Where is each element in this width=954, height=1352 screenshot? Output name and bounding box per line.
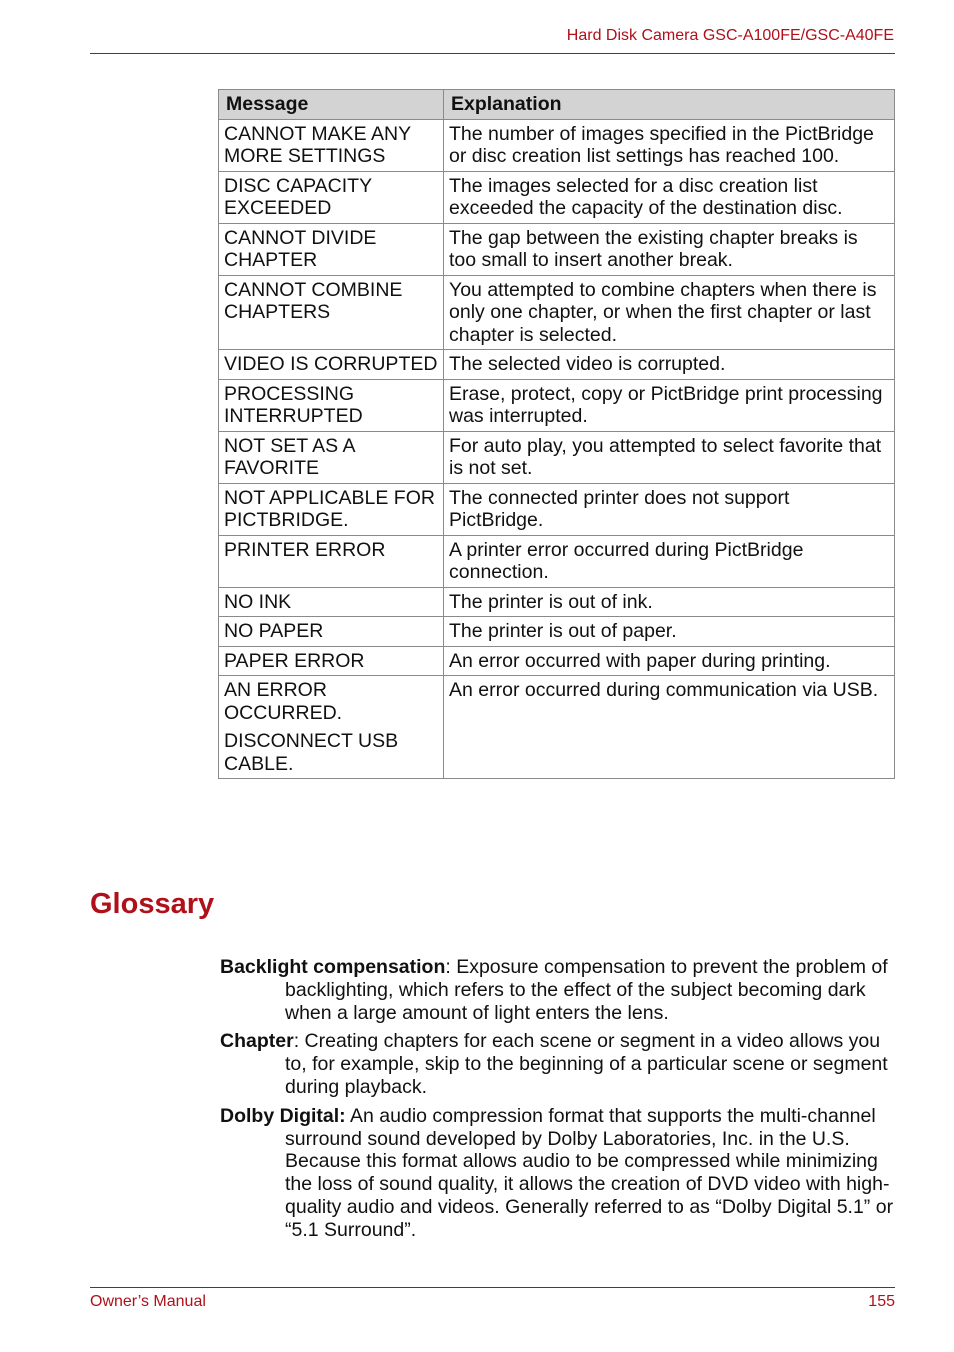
glossary-term: Dolby Digital: <box>220 1104 346 1127</box>
message-text: NOT SET AS A FAVORITE <box>224 434 355 479</box>
message-text: AN ERROR OCCURRED. <box>224 679 343 724</box>
header-divider <box>90 53 895 54</box>
table-row <box>219 379 895 431</box>
glossary-term: Chapter <box>220 1030 294 1053</box>
message-text: VIDEO IS CORRUPTED <box>224 353 438 375</box>
glossary-entry <box>220 1105 895 1242</box>
explanation-cell: Erase, protect, copy or PictBridge print processing was interrupted. <box>444 379 895 431</box>
glossary-definition: An audio compression format that supports the multi-channel surround sound developed by Dolby Laboratories, Inc. in the U.S. Because this format allows audio to be compressed while minimizing the loss of sound quality, it allows the creation of DVD video with high-quality audio and videos. Generally referred to as “Dolby Digital 5.1” or “5.1 Surround”. <box>285 1104 894 1241</box>
message-table <box>218 89 895 779</box>
glossary-entry <box>220 956 895 1024</box>
message-text: PAPER ERROR <box>224 649 365 672</box>
table-row <box>219 171 895 223</box>
explanation-cell: The printer is out of paper. <box>444 617 895 647</box>
message-cell <box>219 483 444 535</box>
message-text: CANNOT MAKE ANY MORE SETTINGS <box>224 122 411 167</box>
message-cell <box>219 431 444 483</box>
message-cell <box>219 275 444 350</box>
message-cell <box>219 676 444 779</box>
table-row <box>219 535 895 587</box>
explanation-cell: The images selected for a disc creation list exceeded the capacity of the destination disc. <box>444 171 895 223</box>
running-header-title: Hard Disk Camera GSC-A100FE/GSC-A40FE <box>566 27 894 44</box>
table-row <box>219 431 895 483</box>
table-row <box>219 646 895 676</box>
message-text: PRINTER ERROR <box>224 538 386 561</box>
footer-manual-title: Owner’s Manual <box>90 1293 206 1310</box>
footer-divider <box>90 1287 895 1288</box>
message-text: DISC CAPACITY EXCEEDED <box>224 174 372 219</box>
message-text: NO INK <box>224 590 292 613</box>
message-cell <box>219 646 444 676</box>
glossary-term: Backlight compensation <box>220 956 446 978</box>
explanation-cell: A printer error occurred during PictBridge connection. <box>444 535 895 587</box>
table-row <box>219 617 895 647</box>
column-header-message: Message <box>219 90 444 120</box>
explanation-cell: The number of images specified in the PictBridge or disc creation list settings has reached 100. <box>444 119 895 171</box>
message-text: CANNOT COMBINE CHAPTERS <box>224 278 403 323</box>
glossary-list <box>220 956 895 1248</box>
table-row <box>219 223 895 275</box>
explanation-cell: For auto play, you attempted to select favorite that is not set. <box>444 431 895 483</box>
message-cell <box>219 587 444 617</box>
message-text: CANNOT DIVIDE CHAPTER <box>224 226 377 271</box>
message-text: PROCESSING INTERRUPTED <box>224 382 363 427</box>
column-header-explanation: Explanation <box>444 90 895 120</box>
message-cell <box>219 617 444 647</box>
explanation-cell: An error occurred with paper during printing. <box>444 646 895 676</box>
table-row <box>219 119 895 171</box>
glossary-entry <box>220 1030 895 1098</box>
message-cell <box>219 223 444 275</box>
table-row <box>219 275 895 350</box>
message-cell <box>219 535 444 587</box>
explanation-cell: The connected printer does not support PictBridge. <box>444 483 895 535</box>
table-row <box>219 587 895 617</box>
explanation-cell: The printer is out of ink. <box>444 587 895 617</box>
message-cell <box>219 119 444 171</box>
table-row <box>219 350 895 380</box>
message-cell <box>219 350 444 380</box>
explanation-cell: You attempted to combine chapters when there is only one chapter, or when the first chapter or last chapter is selected. <box>444 275 895 350</box>
table-row <box>219 676 895 779</box>
message-table-body <box>219 119 895 779</box>
message-cell <box>219 379 444 431</box>
page-number: 155 <box>868 1293 895 1310</box>
glossary-definition: : Creating chapters for each scene or segment in a video allows you to, for example, skip to the beginning of a particular scene or segment during playback. <box>285 1030 888 1098</box>
message-cell <box>219 171 444 223</box>
message-text: NOT APPLICABLE FOR PICTBRIDGE. <box>224 486 435 531</box>
table-header-row <box>219 90 895 120</box>
explanation-cell: An error occurred during communication via USB. <box>444 676 895 779</box>
explanation-cell: The selected video is corrupted. <box>444 350 895 380</box>
table-row <box>219 483 895 535</box>
glossary-definition: : Exposure compensation to prevent the problem of backlighting, which refers to the effect of the subject becoming dark when a large amount of light enters the lens. <box>285 956 888 1024</box>
message-text: DISCONNECT USB CABLE. <box>224 730 399 775</box>
message-text: NO PAPER <box>224 620 324 642</box>
glossary-heading: Glossary <box>90 888 215 920</box>
explanation-cell: The gap between the existing chapter breaks is too small to insert another break. <box>444 223 895 275</box>
